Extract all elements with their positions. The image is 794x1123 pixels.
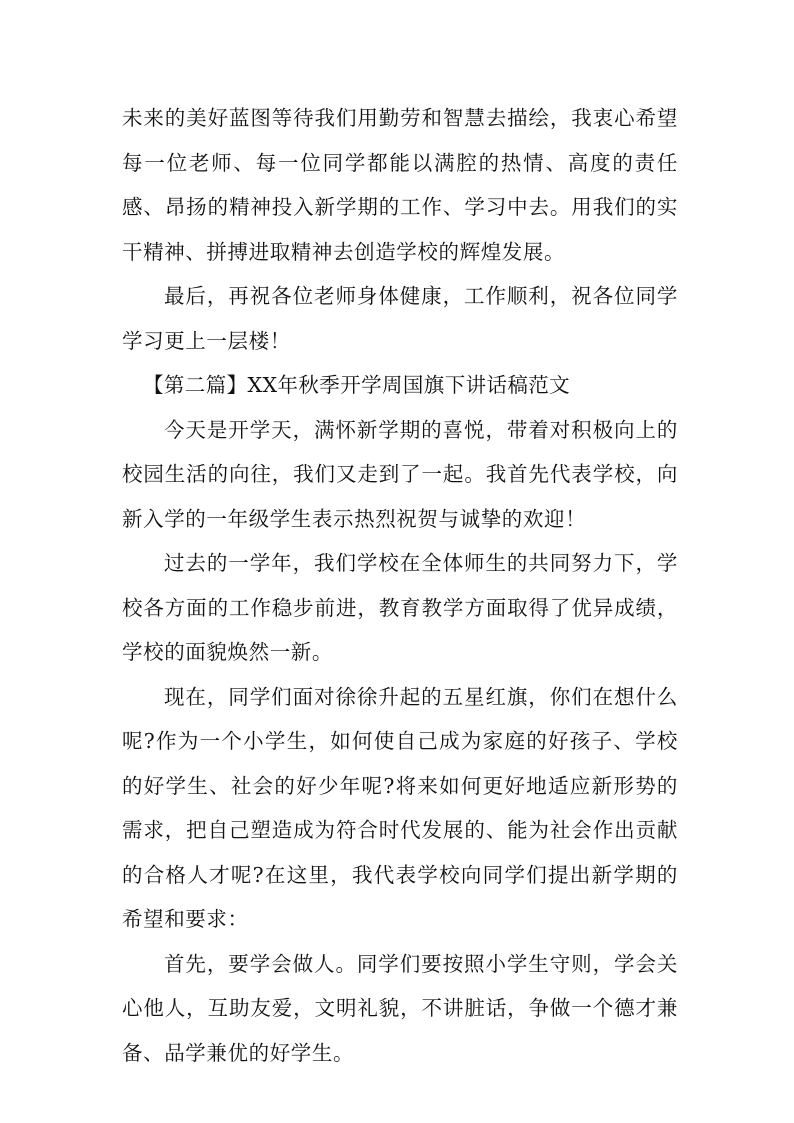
paragraph-flag-questions: 现在，同学们面对徐徐升起的五星红旗，你们在想什么呢?作为一个小学生，如何使自己成为家庭的好孩子、学校的好学生、社会的好少年呢?将来如何更好地适应新形势的需求，把自己塑造成为符合时代发展的、能为社会作出贡献的合格人才呢?在这里，我代表学校向同学们提出新学期的希望和要求： [122, 684, 678, 931]
paragraph-first-requirement: 首先，要学会做人。同学们要按照小学生守则，学会关心他人，互助友爱，文明礼貌，不讲脏话，争做一个德才兼备、品学兼优的好学生。 [122, 951, 678, 1065]
document-body [122, 96, 678, 1075]
paragraph-closing-wishes: 最后，再祝各位老师身体健康，工作顺利，祝各位同学学习更上一层楼！ [122, 284, 678, 353]
paragraph-opening: 今天是开学天，满怀新学期的喜悦，带着对积极向上的校园生活的向往，我们又走到了一起。我首先代表学校，向新入学的一年级学生表示热烈祝贺与诚挚的欢迎！ [122, 417, 678, 531]
section-heading: 【第二篇】XX年秋季开学周国旗下讲话稿范文 [143, 373, 571, 397]
paragraph-continued: 未来的美好蓝图等待我们用勤劳和智慧去描绘，我衷心希望每一位老师、每一位同学都能以满腔的热情、高度的责任感、昂扬的精神投入新学期的工作、学习中去。用我们的实干精神、拼搏进取精神去创造学校的辉煌发展。 [122, 106, 678, 264]
paragraph-past-year: 过去的一学年，我们学校在全体师生的共同努力下，学校各方面的工作稳步前进，教育教学方面取得了优异成绩，学校的面貌焕然一新。 [122, 551, 678, 664]
